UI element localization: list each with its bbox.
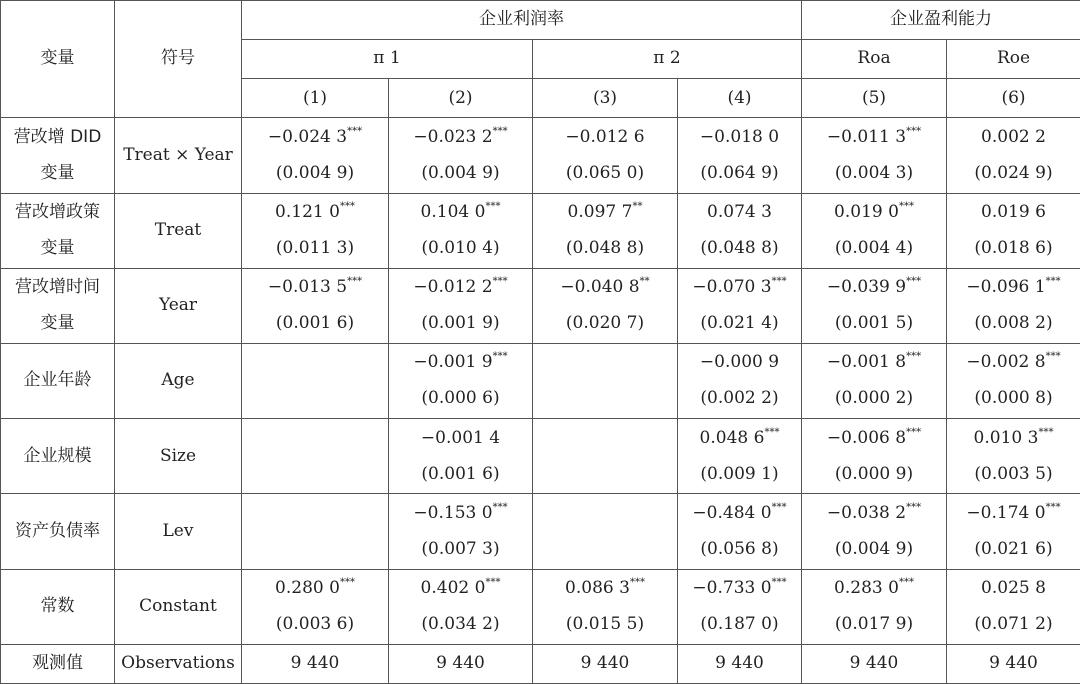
significance-stars: *** (485, 576, 501, 588)
coef-cell (678, 344, 802, 419)
coefficient-value: −0.006 8 (826, 427, 907, 448)
coef-cell (802, 419, 947, 494)
obs-cell: 9 440 (242, 644, 389, 683)
row-name (1, 569, 115, 644)
standard-error: (0.048 8) (700, 237, 779, 258)
standard-error: (0.034 2) (421, 613, 500, 634)
significance-stars: *** (906, 125, 922, 137)
significance-stars: *** (771, 276, 787, 288)
coefficient (802, 576, 946, 599)
coefficient (678, 128, 801, 148)
standard-error: (0.048 8) (565, 237, 645, 258)
coefficient (947, 203, 1080, 223)
coef-cell (678, 268, 802, 343)
obs-cell: 9 440 (947, 644, 1080, 683)
row-symbol: Size (115, 419, 242, 494)
coefficient (533, 200, 677, 223)
significance-stars: *** (1045, 351, 1061, 363)
significance-stars: *** (764, 426, 780, 438)
coefficient-value: 0.097 7 (567, 201, 633, 222)
coefficient (678, 353, 801, 373)
coef-cell (947, 344, 1080, 419)
significance-stars: *** (906, 276, 922, 288)
coefficient (389, 125, 532, 148)
obs-cell: 9 440 (533, 644, 678, 683)
coefficient (802, 353, 946, 373)
coefficient (242, 200, 388, 223)
header-col-2: (2) (389, 79, 533, 118)
significance-stars: *** (898, 576, 914, 588)
standard-error: (0.001 6) (275, 313, 355, 334)
table-footer (1, 644, 1080, 683)
header-variable: 变量 (1, 1, 115, 118)
coefficient-value: 0.402 0 (420, 577, 486, 598)
coef-cell (678, 193, 802, 268)
standard-error: (0.008 2) (974, 313, 1053, 334)
row-symbol: Treat (115, 193, 242, 268)
coefficient (389, 501, 532, 524)
coefficient-value: −0.012 6 (565, 126, 645, 147)
significance-stars: *** (1038, 426, 1054, 438)
header-pi2: π 2 (533, 40, 802, 79)
coef-cell (678, 419, 802, 494)
significance-stars: *** (771, 501, 787, 513)
coefficient-value: 0.019 6 (981, 201, 1046, 222)
header-col-1: (1) (242, 79, 389, 118)
coef-cell (802, 494, 947, 569)
coef-cell (802, 569, 947, 644)
coefficient (678, 278, 801, 298)
header-col-3: (3) (533, 79, 678, 118)
coefficient-value: −0.096 1 (966, 277, 1046, 298)
coefficient (389, 429, 532, 449)
row-name: 观测值 (1, 644, 115, 683)
coefficient-value: 0.048 6 (699, 427, 765, 448)
row-symbol: Lev (115, 494, 242, 569)
row-name-line2: 变量 (40, 313, 75, 334)
significance-stars: *** (1045, 501, 1061, 513)
coefficient-value: 0.025 8 (981, 577, 1046, 598)
row-name-line1: 营改增时间 (15, 277, 100, 298)
obs-cell: 9 440 (389, 644, 533, 683)
coefficient-value: −0.000 9 (699, 352, 780, 373)
header-col-6: (6) (947, 79, 1080, 118)
standard-error: (0.000 8) (974, 388, 1053, 409)
significance-stars: *** (629, 576, 645, 588)
coefficient-value: 0.010 3 (973, 427, 1039, 448)
significance-stars: *** (906, 501, 922, 513)
header-group-profitability: 企业盈利能力 (802, 1, 1080, 40)
standard-error: (0.003 5) (974, 463, 1053, 484)
coef-cell (389, 569, 533, 644)
significance-stars: *** (492, 501, 508, 513)
coef-cell (242, 193, 389, 268)
coefficient (802, 426, 946, 449)
coef-cell (389, 419, 533, 494)
header-roe: Roe (947, 40, 1080, 79)
standard-error: (0.001 6) (421, 463, 500, 484)
coefficient-value: 0.002 2 (981, 126, 1046, 147)
coefficient (947, 501, 1080, 524)
coefficient-value: −0.070 3 (692, 277, 772, 298)
row-name-line1: 营改增政策 (15, 201, 100, 222)
coefficient-value: −0.001 9 (413, 352, 493, 373)
coefficient (533, 576, 677, 599)
standard-error: (0.000 2) (834, 388, 914, 409)
standard-error: (0.187 0) (700, 613, 779, 634)
standard-error: (0.071 2) (974, 613, 1053, 634)
coef-cell (242, 494, 389, 569)
row-symbol: Age (115, 344, 242, 419)
coef-cell (389, 344, 533, 419)
significance-stars: *** (1045, 276, 1061, 288)
header-pi1: π 1 (242, 40, 533, 79)
coef-cell (947, 494, 1080, 569)
standard-error: (0.001 9) (421, 313, 500, 334)
coefficient-value: −0.039 9 (826, 277, 907, 298)
coefficient (678, 426, 801, 449)
coefficient-value: −0.038 2 (826, 502, 907, 523)
coef-cell (533, 494, 678, 569)
standard-error: (0.000 9) (834, 463, 914, 484)
coefficient (242, 278, 388, 298)
row-name-line1: 企业年龄 (23, 370, 92, 391)
coefficient-value: −0.002 8 (966, 352, 1046, 373)
standard-error: (0.065 0) (565, 162, 645, 183)
significance-stars: *** (492, 351, 508, 363)
coef-cell (802, 344, 947, 419)
row-name-line1: 常数 (40, 595, 75, 616)
coef-cell (533, 419, 678, 494)
coefficient-value: −0.174 0 (966, 502, 1046, 523)
standard-error: (0.002 2) (700, 388, 779, 409)
coefficient (947, 579, 1080, 599)
coefficient-value: −0.023 2 (413, 126, 493, 147)
standard-error: (0.056 8) (700, 538, 779, 559)
table-row (1, 569, 1080, 644)
standard-error: (0.024 9) (974, 162, 1053, 183)
coef-cell (533, 118, 678, 193)
standard-error: (0.007 3) (421, 538, 500, 559)
standard-error: (0.017 9) (834, 613, 914, 634)
coefficient (533, 128, 677, 148)
significance-stars: *** (347, 276, 363, 288)
coef-cell (947, 118, 1080, 193)
coefficient (802, 200, 946, 223)
coefficient (802, 278, 946, 298)
coefficient (802, 125, 946, 148)
header-col-5: (5) (802, 79, 947, 118)
row-name (1, 118, 115, 193)
coef-cell (947, 193, 1080, 268)
coefficient (802, 501, 946, 524)
standard-error: (0.004 9) (834, 538, 914, 559)
coef-cell (242, 419, 389, 494)
coefficient-value: −0.024 3 (267, 126, 348, 147)
coef-cell (389, 193, 533, 268)
significance-stars: ** (639, 276, 650, 288)
coef-cell (242, 569, 389, 644)
row-name-line1: 企业规模 (23, 445, 92, 466)
table-header (1, 1, 1080, 118)
coefficient-value: −0.011 3 (826, 126, 907, 147)
coef-cell (678, 569, 802, 644)
standard-error: (0.004 3) (834, 162, 914, 183)
standard-error: (0.020 7) (565, 313, 645, 334)
coef-cell (533, 569, 678, 644)
coefficient (389, 576, 532, 599)
coefficient-value: −0.018 0 (699, 126, 780, 147)
table-row (1, 344, 1080, 419)
coefficient-value: 0.104 0 (420, 201, 486, 222)
significance-stars: *** (492, 276, 508, 288)
standard-error: (0.004 9) (421, 162, 500, 183)
standard-error: (0.018 6) (974, 237, 1053, 258)
observations-row (1, 644, 1080, 683)
coefficient-value: 0.086 3 (565, 577, 630, 598)
coef-cell (389, 494, 533, 569)
coefficient-value: 0.121 0 (275, 201, 340, 222)
coefficient (678, 501, 801, 524)
standard-error: (0.001 5) (834, 313, 914, 334)
coefficient-value: −0.040 8 (560, 277, 640, 298)
table-body (1, 118, 1080, 644)
coefficient (947, 278, 1080, 298)
row-symbol: Treat × Year (115, 118, 242, 193)
coefficient (947, 128, 1080, 148)
row-name-line1: 营改增 DID (13, 126, 102, 147)
row-name-line1: 资产负债率 (15, 520, 100, 541)
header-group-profit-rate: 企业利润率 (242, 1, 802, 40)
coefficient (389, 200, 532, 223)
significance-stars: ** (632, 200, 643, 212)
coef-cell (947, 419, 1080, 494)
standard-error: (0.021 4) (700, 313, 779, 334)
significance-stars: *** (906, 426, 922, 438)
significance-stars: *** (339, 576, 355, 588)
standard-error: (0.009 1) (700, 463, 779, 484)
row-symbol: Year (115, 268, 242, 343)
standard-error: (0.015 5) (565, 613, 645, 634)
coef-cell (802, 193, 947, 268)
standard-error: (0.021 6) (974, 538, 1053, 559)
coefficient-value: −0.013 5 (267, 277, 348, 298)
coef-cell (678, 494, 802, 569)
row-name (1, 494, 115, 569)
standard-error: (0.000 6) (421, 388, 500, 409)
coefficient (242, 125, 388, 148)
standard-error: (0.003 6) (275, 613, 355, 634)
coefficient-value: −0.153 0 (413, 502, 493, 523)
coefficient (389, 278, 532, 298)
coef-cell (533, 193, 678, 268)
standard-error: (0.064 9) (700, 162, 779, 183)
coefficient (678, 576, 801, 599)
header-roa: Roa (802, 40, 947, 79)
table-row (1, 494, 1080, 569)
coefficient-value: 0.280 0 (275, 577, 340, 598)
significance-stars: *** (339, 200, 355, 212)
coefficient-value: 0.283 0 (834, 577, 899, 598)
coef-cell (947, 569, 1080, 644)
significance-stars: *** (492, 125, 508, 137)
significance-stars: *** (771, 576, 787, 588)
coef-cell (802, 118, 947, 193)
coefficient-value: −0.001 4 (420, 427, 501, 448)
coef-cell (533, 344, 678, 419)
header-col-4: (4) (678, 79, 802, 118)
coefficient-value: −0.484 0 (692, 502, 772, 523)
coef-cell (389, 268, 533, 343)
row-symbol: Observations (115, 644, 242, 683)
significance-stars: *** (485, 200, 501, 212)
coef-cell (533, 268, 678, 343)
standard-error: (0.004 9) (275, 162, 355, 183)
coefficient (242, 576, 388, 599)
obs-cell: 9 440 (802, 644, 947, 683)
table-row (1, 193, 1080, 268)
row-name (1, 268, 115, 343)
standard-error: (0.011 3) (275, 237, 355, 258)
significance-stars: *** (906, 351, 922, 363)
coefficient-value: 0.019 0 (834, 201, 899, 222)
coefficient (389, 353, 532, 373)
row-name (1, 419, 115, 494)
coefficient-value: −0.001 8 (826, 352, 907, 373)
significance-stars: *** (347, 125, 363, 137)
coef-cell (242, 268, 389, 343)
coefficient (533, 278, 677, 298)
row-name-line2: 变量 (40, 237, 75, 258)
coef-cell (389, 118, 533, 193)
header-symbol: 符号 (115, 1, 242, 118)
row-symbol: Constant (115, 569, 242, 644)
coefficient (947, 353, 1080, 373)
coefficient-value: −0.012 2 (413, 277, 493, 298)
standard-error: (0.010 4) (421, 237, 500, 258)
coefficient (947, 426, 1080, 449)
table-row (1, 419, 1080, 494)
row-name-line2: 变量 (40, 162, 75, 183)
standard-error: (0.004 4) (834, 237, 914, 258)
coefficient-value: 0.074 3 (707, 201, 772, 222)
significance-stars: *** (898, 200, 914, 212)
coef-cell (242, 344, 389, 419)
row-name (1, 344, 115, 419)
coefficient (678, 203, 801, 223)
coef-cell (802, 268, 947, 343)
coefficient-value: −0.733 0 (692, 577, 772, 598)
obs-cell: 9 440 (678, 644, 802, 683)
row-name (1, 193, 115, 268)
table-row (1, 268, 1080, 343)
coef-cell (242, 118, 389, 193)
coef-cell (947, 268, 1080, 343)
table-row (1, 118, 1080, 193)
coef-cell (678, 118, 802, 193)
